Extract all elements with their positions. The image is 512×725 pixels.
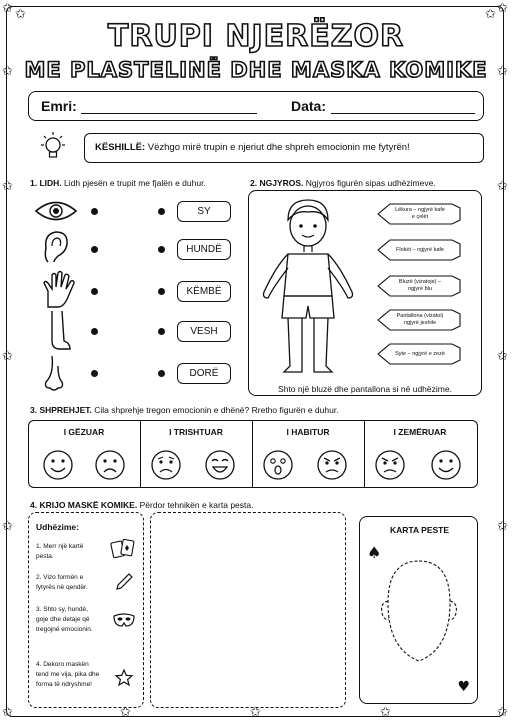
match-dot-right[interactable]: [158, 246, 165, 253]
section3-label: 3. SHPREHJET.: [30, 405, 92, 415]
match-dot-right[interactable]: [158, 288, 165, 295]
tip-text: Vëzhgo mirë trupin e njeriut dhe shpreh emocionin me fytyrën!: [147, 142, 410, 153]
star-icon: ✩: [15, 7, 26, 22]
name-label: Emri:: [41, 98, 77, 114]
angry-face-icon[interactable]: [316, 449, 348, 481]
star-icon: [114, 668, 134, 688]
step-number: 1.: [36, 543, 42, 550]
step-number: 3.: [36, 606, 42, 613]
happy-face-icon[interactable]: [42, 449, 74, 481]
surprised-face-icon[interactable]: [262, 449, 294, 481]
step-number: 4.: [36, 661, 42, 668]
match-dot-left[interactable]: [91, 208, 98, 215]
eye-icon: [34, 198, 78, 224]
instruction-step: [36, 660, 102, 690]
sad-face-icon[interactable]: [150, 449, 182, 481]
star-icon: ✩: [497, 519, 508, 534]
nose-icon: [40, 354, 74, 394]
crayon-text: Flokët – ngjyrë kafe: [396, 246, 444, 253]
hand-icon: [40, 269, 80, 309]
instruction-step: [36, 542, 102, 562]
star-icon: ✩: [485, 7, 496, 22]
section1-text: Lidh pjesën e trupit me fjalën e duhur.: [64, 178, 206, 188]
instructions-title: Udhëzime:: [36, 522, 79, 532]
emotion-header-angry: I ZEMËRUAR: [393, 427, 447, 437]
boy-figure[interactable]: [258, 196, 358, 382]
playing-card[interactable]: [359, 516, 478, 704]
section3-text: Cila shprehje tregon emocionin e dhënë? Rretho figurën e duhur.: [94, 405, 339, 415]
playing-cards-icon: [110, 538, 136, 560]
mask-icon: [112, 612, 136, 630]
page-subtitle: ME PLASTELINË DHE MASKA KOMIKE: [24, 58, 488, 82]
tip-label: KËSHILLË:: [95, 142, 146, 153]
crayon-text: Lëkura – ngjyrë kafe e çelët: [395, 207, 445, 220]
emotion-header-sad: I TRISHTUAR: [169, 427, 223, 437]
instruction-step: [36, 573, 102, 593]
crayon-label[interactable]: [376, 238, 462, 262]
mask-drawing-area[interactable]: [150, 512, 346, 708]
lightbulb-icon: [36, 129, 70, 165]
instruction-step: [36, 605, 102, 635]
section2-text: Ngjyros figurën sipas udhëzimeve.: [305, 178, 436, 188]
spade-icon: ♠: [367, 543, 382, 562]
section2-label: 2. NGJYROS.: [250, 178, 304, 188]
match-dot-left[interactable]: [91, 246, 98, 253]
match-dot-right[interactable]: [158, 370, 165, 377]
star-icon: ✩: [120, 705, 131, 720]
happy-face-icon[interactable]: [204, 449, 236, 481]
tip-box: [84, 133, 484, 163]
word-box[interactable]: KËMBË: [177, 281, 231, 302]
name-field[interactable]: [81, 113, 257, 114]
match-dot-left[interactable]: [91, 370, 98, 377]
crayon-label[interactable]: [376, 274, 462, 298]
happy-face-icon[interactable]: [430, 449, 462, 481]
sad-face-icon[interactable]: [94, 449, 126, 481]
word-box[interactable]: HUNDË: [177, 239, 231, 260]
date-label: Data:: [291, 98, 327, 114]
match-dot-right[interactable]: [158, 328, 165, 335]
step-text: Shto sy, hundë, goje dhe detaje që tregojnë emocionin.: [36, 606, 93, 633]
section1-label: 1. LIDH.: [30, 178, 62, 188]
step-text: Dekoro maskën tend me vija, pika dhe forma të ndryshme!: [36, 661, 100, 688]
crayon-label[interactable]: [376, 202, 462, 226]
emotion-header-surprised: I HABITUR: [286, 427, 330, 437]
angry-face-icon[interactable]: [374, 449, 406, 481]
match-dot-left[interactable]: [91, 328, 98, 335]
section2-heading: [250, 178, 436, 188]
ear-icon: [40, 228, 70, 266]
star-icon: ✩: [2, 179, 13, 194]
star-icon: ✩: [497, 1, 508, 16]
crayon-text: Pantallona (vizatoi) ngjyrë jeshile: [396, 313, 444, 326]
star-icon: ✩: [2, 1, 13, 16]
star-icon: ✩: [2, 705, 13, 720]
crayon-label[interactable]: [376, 342, 462, 366]
word-box[interactable]: VESH: [177, 321, 231, 342]
section4-text: Përdor tehnikën e karta pesta.: [139, 500, 254, 510]
leg-icon: [44, 309, 74, 353]
crayon-text: Syte – ngjyrë e zezë: [395, 350, 445, 357]
star-icon: ✩: [497, 705, 508, 720]
coloring-caption: Shto një bluzë dhe pantallona si në udhëzime.: [278, 384, 452, 394]
word-box[interactable]: DORË: [177, 363, 231, 384]
star-icon: ✩: [497, 64, 508, 79]
step-number: 2.: [36, 574, 42, 581]
date-field[interactable]: [331, 113, 475, 114]
match-dot-left[interactable]: [91, 288, 98, 295]
section3-heading: [30, 405, 339, 415]
star-icon: ✩: [2, 519, 13, 534]
section1-heading: [30, 178, 206, 188]
heart-icon: ♥: [457, 679, 470, 695]
section4-label: 4. KRIJO MASKË KOMIKE.: [30, 500, 138, 510]
page-title: TRUPI NJERËZOR: [107, 19, 405, 54]
star-icon: ✩: [380, 705, 391, 720]
crayon-text: Bluzë (vizatoje) – ngjyrë blu: [398, 279, 442, 292]
step-text: Merr një kartë pesta.: [36, 543, 84, 560]
star-icon: ✩: [497, 349, 508, 364]
star-icon: ✩: [497, 179, 508, 194]
star-icon: ✩: [2, 64, 13, 79]
star-icon: ✩: [250, 705, 261, 720]
star-icon: ✩: [2, 349, 13, 364]
crayon-label[interactable]: [376, 308, 462, 332]
word-box[interactable]: SY: [177, 201, 231, 222]
match-dot-right[interactable]: [158, 208, 165, 215]
section4-heading: [30, 500, 253, 510]
card-title: KARTA PESTE: [389, 525, 450, 535]
face-outline-icon: [376, 553, 462, 671]
step-text: Vizo formën e fytyrës në qendër.: [36, 574, 88, 591]
pencil-icon: [114, 572, 134, 592]
name-date-bar: [28, 91, 484, 121]
emotion-header-happy: I GËZUAR: [63, 427, 105, 437]
